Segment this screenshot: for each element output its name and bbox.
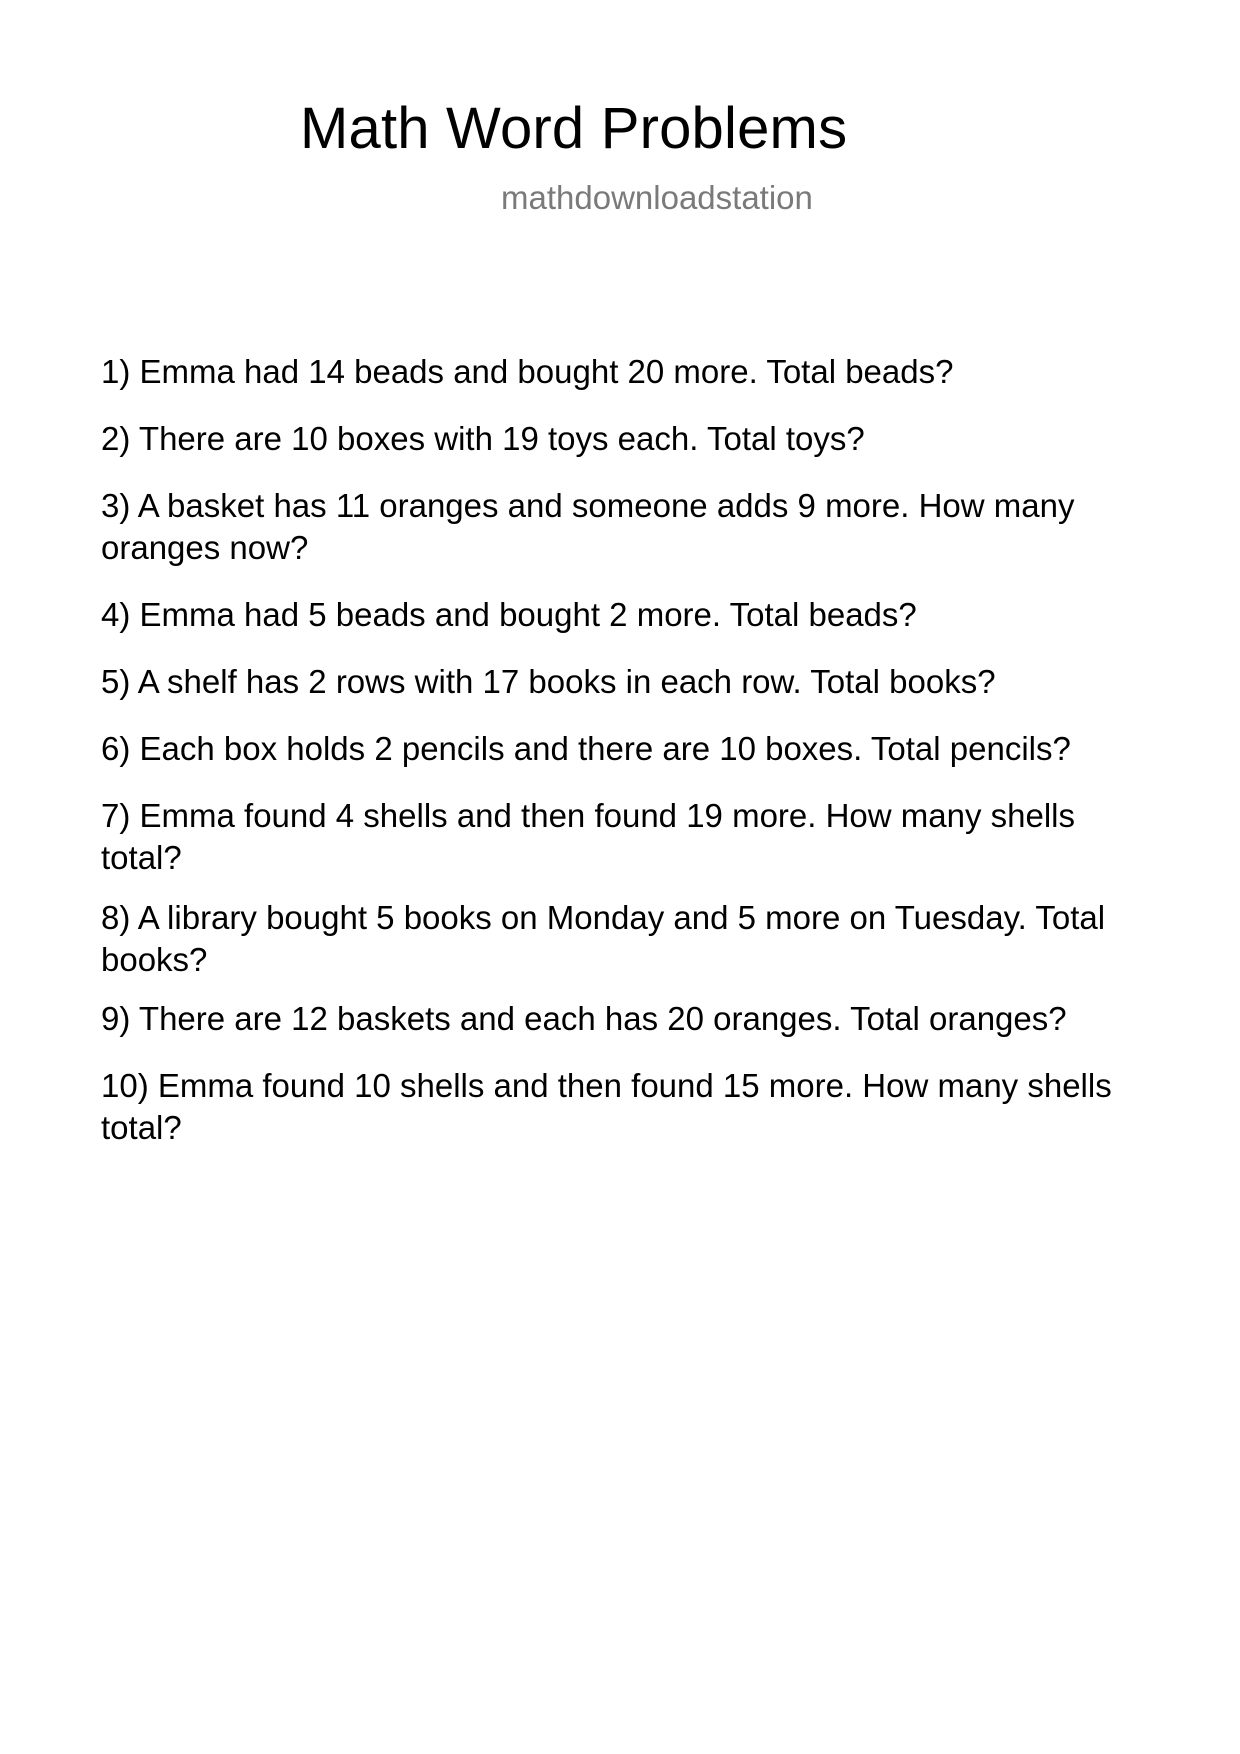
problem-10: 10) Emma found 10 shells and then found 15 more. How many shells total? [101, 1067, 1112, 1146]
problem-1: 1) Emma had 14 beads and bought 20 more. Total beads? [101, 353, 954, 390]
problem-7: 7) Emma found 4 shells and then found 19 more. How many shells total? [101, 797, 1076, 876]
problem-4: 4) Emma had 5 beads and bought 2 more. Total beads? [101, 596, 917, 633]
problem-2: 2) There are 10 boxes with 19 toys each. Total toys? [101, 420, 865, 457]
page-title: Math Word Problems [300, 96, 848, 161]
problem-9: 9) There are 12 baskets and each has 20 oranges. Total oranges? [101, 1000, 1067, 1037]
problem-8: 8) A library bought 5 books on Monday and 5 more on Tuesday. Total books? [101, 899, 1106, 978]
problem-3: 3) A basket has 11 oranges and someone adds 9 more. How many oranges now? [101, 487, 1075, 566]
problem-6: 6) Each box holds 2 pencils and there are 10 boxes. Total pencils? [101, 730, 1071, 767]
problem-5: 5) A shelf has 2 rows with 17 books in each row. Total books? [101, 663, 996, 700]
page-subtitle: mathdownloadstation [501, 179, 813, 216]
